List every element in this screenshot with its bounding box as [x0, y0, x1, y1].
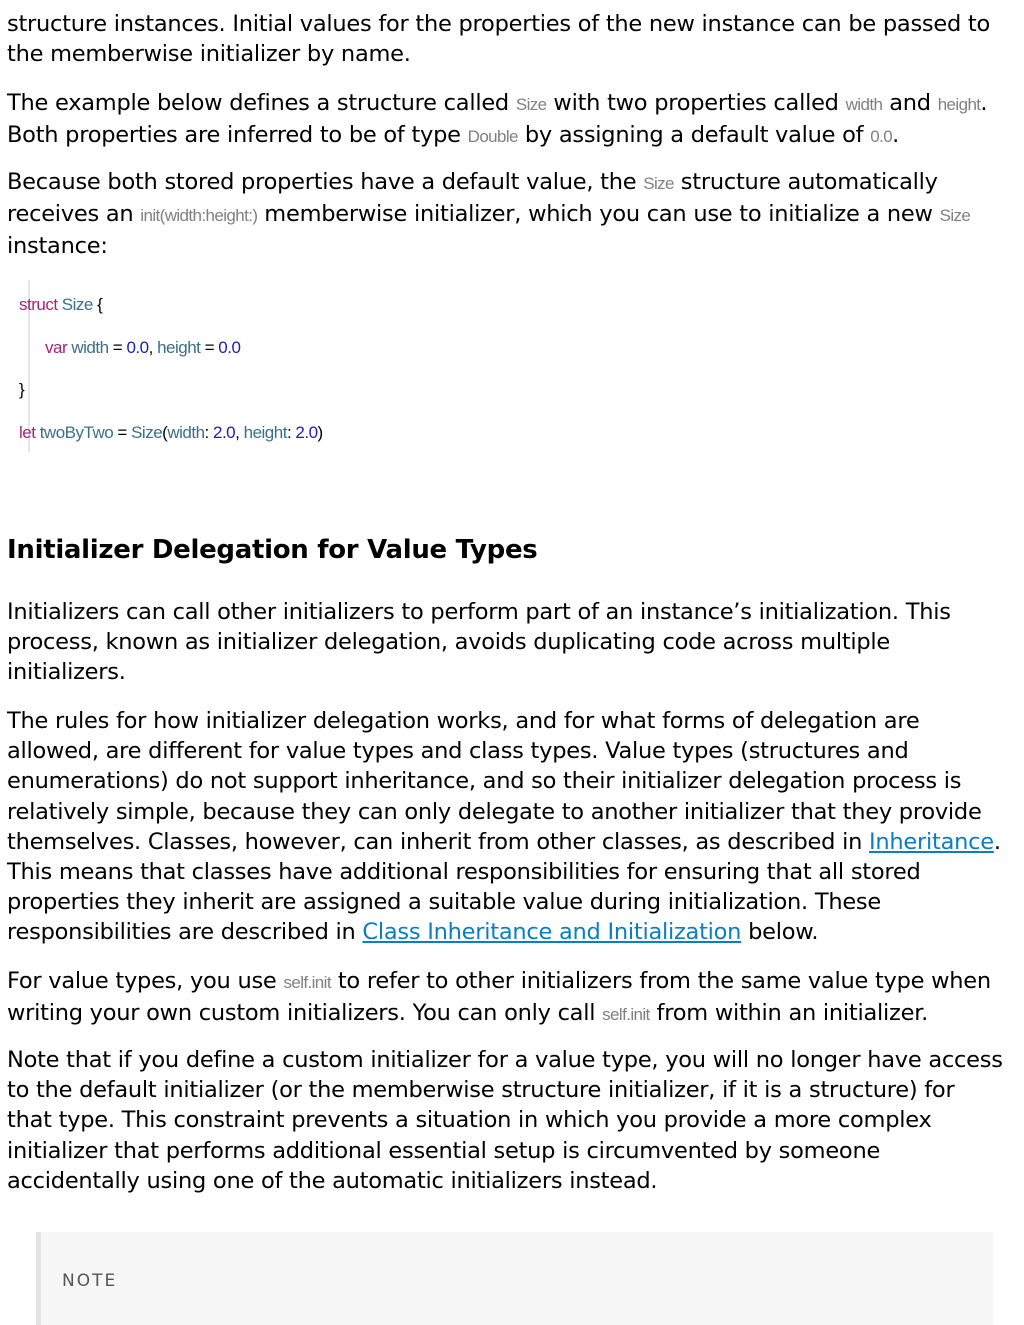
keyword: struct: [19, 295, 58, 314]
keyword: var: [45, 338, 68, 357]
paragraph-custom-initializer-note: [7, 1045, 1003, 1196]
number: 2.0: [213, 423, 236, 442]
punctuation: (: [162, 423, 168, 442]
paragraph-delegation-rules: [7, 706, 1001, 948]
paragraph-delegation-intro: [7, 597, 951, 688]
text: from within an initializer.: [649, 1000, 929, 1027]
number: 0.0: [218, 338, 241, 357]
operator: =: [204, 338, 215, 357]
text: structure instances. Initial values for the properties of the new instance can be passed to: [7, 11, 991, 37]
code-line: [45, 338, 240, 358]
text: to refer to other initializers from the same value type when: [330, 968, 991, 994]
text: responsibilities are described in: [7, 919, 363, 946]
inline-code: Size: [515, 95, 547, 114]
inline-code: Size: [939, 206, 971, 226]
class-inheritance-link[interactable]: Class Inheritance and Initialization: [362, 919, 742, 946]
punctuation: :: [204, 423, 209, 442]
number: 2.0: [295, 423, 318, 442]
code-listing: [19, 280, 430, 452]
identifier: twoByTwo: [39, 423, 114, 442]
keyword: let: [19, 423, 36, 442]
text: memberwise initializer, which you can use to initialize a new: [257, 201, 940, 228]
text: receives an: [7, 201, 141, 228]
text: properties they inherit are assigned a suitable value during initialization. These: [7, 889, 881, 916]
inline-code: width: [845, 95, 883, 114]
inline-code: height: [937, 95, 981, 114]
text: .: [993, 828, 1001, 855]
text: with two properties called: [546, 90, 846, 116]
text: allowed, are different for value types and class types. Value types (structures and: [7, 738, 909, 765]
type-name: Size: [131, 423, 163, 442]
punctuation: ,: [148, 338, 153, 357]
code-line: [19, 380, 24, 400]
inline-code: 0.0: [870, 127, 893, 147]
text: Initializers can call other initializers to perform part of an instance’s initialization. This: [7, 599, 951, 625]
code-line: [19, 423, 323, 443]
identifier: height: [243, 423, 287, 442]
punctuation: :: [286, 423, 292, 442]
text: that type. This constraint prevents a situation in which you provide a more complex: [7, 1107, 932, 1134]
note-callout: [36, 1232, 993, 1325]
text: and: [882, 90, 938, 116]
text: by assigning a default value of: [517, 122, 871, 149]
text: initializers.: [7, 659, 126, 686]
text: For value types, you use: [7, 968, 284, 994]
text: writing your own custom initializers. You can only call: [7, 1000, 603, 1027]
inline-code: Double: [467, 127, 518, 147]
text: This means that classes have additional responsibilities for ensuring that all stored: [7, 859, 921, 886]
text: to the default initializer (or the memberwise structure initializer, if it is a structure) for: [7, 1077, 955, 1104]
text: Because both stored properties have a default value, the: [7, 169, 644, 195]
text: The example below defines a structure called: [7, 90, 516, 116]
code-line: [19, 295, 102, 315]
paragraph-self-init: [7, 966, 991, 1030]
text: below.: [741, 919, 819, 946]
inline-code: init(width:height:): [140, 206, 258, 226]
text: .: [892, 122, 900, 149]
text: process, known as initializer delegation, avoids duplicating code across multiple: [7, 629, 891, 656]
inheritance-link[interactable]: Inheritance: [869, 828, 994, 855]
text: .: [980, 90, 988, 116]
type-name: Size: [61, 295, 93, 314]
section-heading: Initializer Delegation for Value Types: [7, 535, 538, 565]
identifier: width: [71, 338, 109, 357]
text: relatively simple, because they can only delegate to another initializer that they provide: [7, 798, 982, 825]
text: structure automatically: [673, 169, 938, 195]
note-label: NOTE: [62, 1271, 118, 1291]
inline-code: Size: [643, 174, 674, 193]
text: instance:: [7, 233, 108, 260]
text: enumerations) do not support inheritance, and so their initializer delegation process is: [7, 768, 962, 795]
text: initializer that performs additional essential setup is circumvented by someone: [7, 1137, 881, 1164]
identifier: width: [167, 423, 205, 442]
inline-code: self.init: [602, 1005, 650, 1025]
brace: {: [97, 295, 103, 314]
text: Note that if you define a custom initializer for a value type, you will no longer have access: [7, 1047, 1003, 1073]
brace: }: [19, 380, 25, 399]
operator: =: [112, 338, 123, 357]
text: The rules for how initializer delegation works, and for what forms of delegation are: [7, 708, 920, 734]
paragraph-size-example: [7, 88, 987, 152]
inline-code: self.init: [283, 973, 331, 992]
paragraph-intro: [7, 9, 990, 69]
operator: =: [117, 423, 127, 442]
punctuation: ): [317, 423, 323, 442]
text: Both properties are inferred to be of type: [7, 122, 468, 149]
identifier: height: [157, 338, 201, 357]
text: accidentally using one of the automatic initializers instead.: [7, 1167, 658, 1194]
punctuation: ,: [235, 423, 240, 442]
number: 0.0: [126, 338, 149, 357]
paragraph-memberwise: [7, 167, 970, 262]
text: themselves. Classes, however, can inherit from other classes, as described in: [7, 828, 869, 855]
text: the memberwise initializer by name.: [7, 41, 411, 68]
